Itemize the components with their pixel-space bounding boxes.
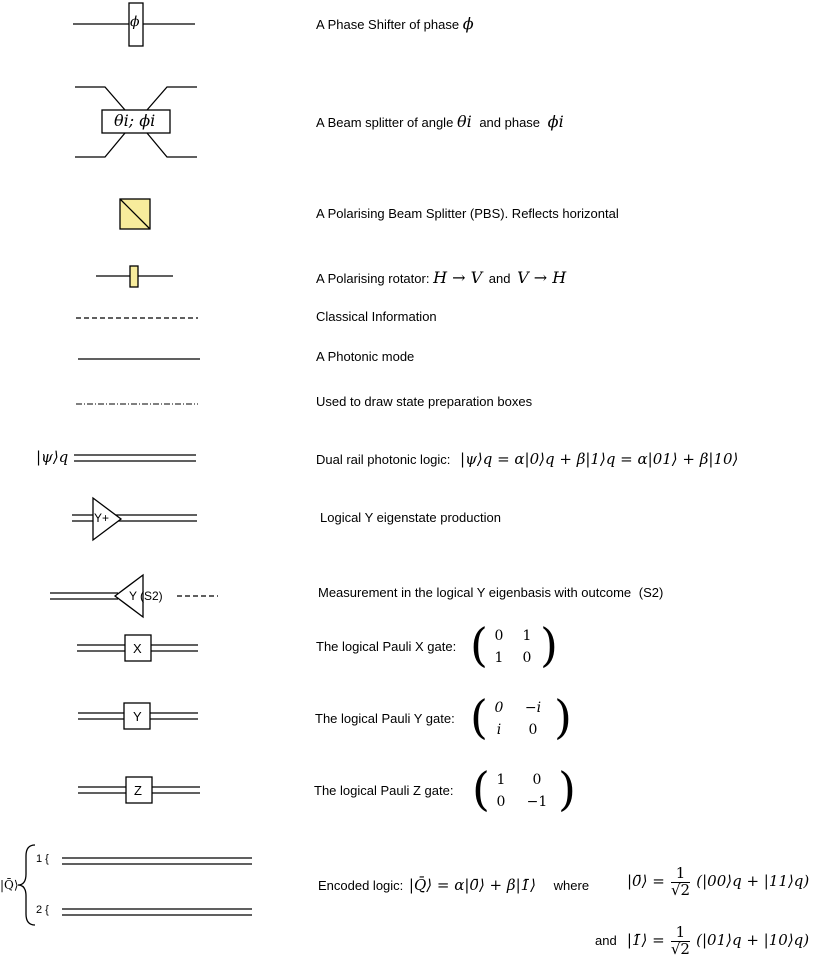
pauli-y-matrix	[470, 690, 572, 744]
matrix-cell: −i	[524, 700, 542, 716]
y-measurement-symbol-label: Y	[129, 589, 138, 603]
matrix-cell: i	[496, 722, 502, 738]
matrix-cell: 0	[496, 794, 506, 810]
pauli-y-description: The logical Pauli Y gate:	[315, 711, 455, 726]
matrix-left-paren: (	[470, 618, 488, 672]
matrix-cell: 0	[494, 628, 504, 644]
matrix-cell: 1	[494, 650, 504, 666]
pauli-z-matrix	[472, 762, 576, 816]
encoded-description: Encoded logic: |Q̄⟩ = α|0̄⟩ + β|1̄⟩ where	[318, 876, 590, 894]
state-prep-description: Used to draw state preparation boxes	[316, 394, 533, 409]
photonic-description: A Photonic mode	[316, 349, 415, 364]
matrix-cell: 0	[532, 772, 542, 788]
y-production-symbol	[72, 498, 197, 540]
dual-rail-symbol-label: |ψ⟩q	[36, 448, 69, 466]
dual-rail-symbol	[74, 455, 196, 461]
matrix-cell: −1	[526, 794, 548, 810]
matrix-left-paren: (	[470, 690, 488, 744]
y-production-symbol-label: Y+	[94, 511, 110, 525]
matrix-right-paren: )	[540, 618, 558, 672]
y-measurement-description: Measurement in the logical Y eigenbasis with outcome (S2)	[318, 585, 664, 600]
matrix-cell: 0	[494, 700, 504, 716]
matrix-left-paren: (	[472, 762, 490, 816]
matrix-cell: 1	[522, 628, 532, 644]
phase-shifter-symbol-label: ϕ	[130, 14, 140, 30]
matrix-cell: 0	[528, 722, 538, 738]
rotator-description: A Polarising rotator: H → V and V → H	[316, 268, 567, 287]
pauli-x-symbol-label: X	[133, 641, 142, 656]
pbs-symbol	[120, 199, 150, 229]
matrix-cell: 1	[496, 772, 506, 788]
matrix-right-paren: )	[558, 762, 576, 816]
encoded-state-label: |Q̄⟩	[0, 878, 19, 892]
encoded-rail-1-label: 1 {	[36, 853, 49, 865]
y-measurement-outcome-label: (S2)	[140, 589, 163, 603]
encoded-zero-definition: |0̄⟩ = $\frac{1}{√2}$ (|00⟩q + |11⟩q)	[627, 864, 810, 899]
encoded-rail-2-label: 2 {	[36, 904, 49, 916]
phase-shifter-description: A Phase Shifter of phase ϕ	[316, 14, 474, 33]
beam-splitter-symbol-label: θi; ϕi	[114, 111, 156, 130]
pauli-y-symbol-label: Y	[133, 709, 142, 724]
encoded-one-definition: and |1̄⟩ = $\frac{1}{√2}$ (|01⟩q + |10⟩q)	[595, 923, 810, 958]
fraction: $\frac{1}{√2}$	[670, 864, 691, 899]
matrix-cell: 0	[522, 650, 532, 666]
y-production-description: Logical Y eigenstate production	[320, 510, 501, 525]
pauli-z-description: The logical Pauli Z gate:	[314, 783, 454, 798]
classical-description: Classical Information	[316, 309, 437, 324]
matrix-right-paren: )	[554, 690, 572, 744]
pauli-z-symbol-label: Z	[134, 783, 142, 798]
pauli-x-matrix	[470, 618, 558, 672]
beam-splitter-description: A Beam splitter of angle θi and phase ϕi	[316, 112, 564, 131]
fraction: $\frac{1}{√2}$	[670, 923, 690, 958]
dual-rail-description: Dual rail photonic logic: |ψ⟩q = α|0⟩q + β|1⟩q = α|01⟩ + β|10⟩	[316, 450, 739, 468]
rotator-symbol	[96, 266, 173, 287]
encoded-rails	[18, 845, 252, 925]
pauli-x-description: The logical Pauli X gate:	[316, 639, 457, 654]
pbs-description: A Polarising Beam Splitter (PBS). Reflects horizontal	[316, 206, 619, 221]
